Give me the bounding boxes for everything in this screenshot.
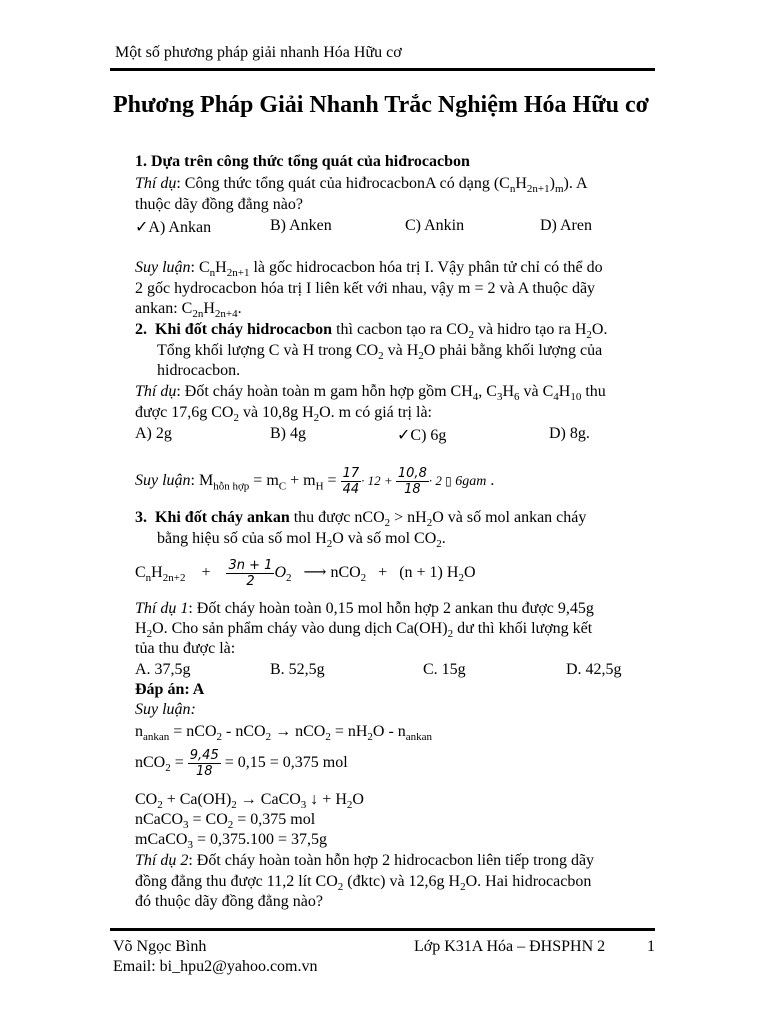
example-label: Thí dụ (135, 175, 177, 192)
fraction: $\frac{10,8}{18}$ (397, 466, 427, 497)
s3-answer: Đáp án: A (135, 681, 205, 698)
s2-option-c: ✓C) 6g (397, 427, 447, 444)
s2-line3: hidrocacbon. (157, 362, 241, 379)
footer-rule (110, 928, 655, 931)
s3-line2: bằng hiệu số của số mol $H_2O$ và số mol $CO_2$. (157, 530, 446, 551)
s2-example-line1: Thí dụ: Đốt cháy hoàn toàn m gam hỗn hợp gồm $CH_4$, $C_3H_6$ và $C_4H_{10}$ thu (135, 383, 606, 404)
s3-ex1-line2: $H_2O$. Cho sản phẩm cháy vào dung dịch $Ca(OH)_2$ dư thì khối lượng kết (135, 620, 593, 641)
s1-reason-line2: 2 gốc hydrocacbon hóa trị I liên kết với nhau, vậy m = 2 và A thuộc dãy (135, 280, 596, 297)
s3-ex1-line1: Thí dụ 1: Đốt cháy hoàn toàn 0,15 mol hỗn hợp 2 ankan thu được 9,45g (135, 600, 594, 617)
s1-example-line2: thuộc dãy đồng đẳng nào? (135, 196, 303, 213)
s3-reason-l4: nCaCO$_3$ = $CO_2 = 0,375$ mol (135, 811, 316, 832)
footer-page-number: 1 (647, 938, 655, 955)
s1-option-c: C) Ankin (405, 217, 465, 234)
s3-option-c: C. 15g (423, 661, 466, 678)
s2-line2: Tổng khối lượng C và H trong $CO_2$ và $H_2O$ phải bằng khối lượng của (157, 342, 603, 363)
s1-option-d: D) Aren (540, 217, 592, 234)
footer-class: Lớp K31A Hóa – ĐHSPHN 2 (414, 938, 606, 955)
s3-ex2-line1: Thí dụ 2: Đốt cháy hoàn toàn hỗn hợp 2 hidrocacbon liên tiếp trong dãy (135, 852, 595, 869)
s3-reason-l5: mCaCO$_3$ = 0,375.100 = 37,5g (135, 831, 327, 852)
s2-option-d: D) 8g. (549, 425, 590, 442)
s3-reason-l3: $CO_2 + Ca(OH)_2$ → CaCO$_3$ ↓ + $H_2O$ (135, 791, 364, 812)
running-header: Một số phương pháp giải nhanh Hóa Hữu cơ (115, 44, 402, 61)
reason-label: Suy luận (135, 259, 191, 276)
page-title: Phương Pháp Giải Nhanh Trắc Nghiệm Hóa Hữu cơ (113, 92, 649, 118)
s2-line1: 2. Khi đốt cháy hidrocacbon thì cacbon tạo ra $CO_2$ và hidro tạo ra $H_2O$. (135, 321, 608, 342)
s3-ex2-line2: đồng đẳng thu được 11,2 lít $CO_2$ (đktc) và 12,6g $H_2O$. Hai hidrocacbon (135, 873, 592, 894)
fraction: $\frac{9,45}{18}$ (189, 747, 219, 779)
fraction: $\frac{17}{44}$ (342, 466, 360, 497)
footer-email: Email: bi_hpu2@yahoo.com.vn (113, 958, 318, 975)
s3-combustion-equation: $C_nH_{2n+2}$ + $\frac{3n + 1}{2}$ $O_2$ ⟶ nCO$_2$ + (n + 1) $H_2O$ (135, 557, 476, 589)
footer-author: Võ Ngọc Bình (113, 938, 207, 955)
s3-option-b: B. 52,5g (270, 661, 325, 678)
s3-reason-label: Suy luận: (135, 701, 196, 718)
s3-option-a: A. 37,5g (135, 661, 191, 678)
s1-reason-line3: ankan: $C_{2n}H_{2n+4}$. (135, 300, 242, 321)
s2-example-line2: được 17,6g $CO_2$ và 10,8g $H_2O$. m có giá trị là: (135, 404, 432, 425)
s1-option-a: ✓A) Ankan (135, 219, 212, 236)
s3-ex1-line3: tủa thu được là: (135, 640, 236, 657)
s3-option-d: D. 42,5g (566, 661, 622, 678)
s1-example-line1: Thí dụ: Công thức tổng quát của hiđrocacbonA có dạng $(C_nH_{2n+1})_m$). A (135, 175, 588, 196)
s2-reason: Suy luận: $M_{hỗn hợp} = m_C + m_H$ = $\frac{17}{44}$ · 12 + $\frac{10,8}{18}$ · 2 ▯ 6gam . (135, 466, 495, 497)
s2-option-b: B) 4g (270, 425, 306, 442)
s1-reason-line1: Suy luận: $C_nH_{2n+1}$ là gốc hidrocacbon hóa trị I. Vậy phân tử chỉ có thể do (135, 259, 603, 280)
header-rule (110, 68, 655, 71)
fraction: $\frac{3n + 1}{2}$ (228, 557, 273, 589)
s1-option-b: B) Anken (270, 217, 332, 234)
s2-option-a: A) 2g (135, 425, 172, 442)
s3-reason-l1: $n_{ankan} = nCO_2 - nCO_2 \to nCO_2 = nH_2O - n_{ankan}$ (135, 723, 433, 744)
s3-reason-l2: nCO$_2$ = $\frac{9,45}{18}$ = 0,15 = 0,375 mol (135, 747, 348, 779)
s3-line1: 3. Khi đốt cháy ankan thu được $nCO_2 > nH_2O$ và số mol ankan cháy (135, 509, 587, 530)
s3-ex2-line3: đó thuộc dãy đồng đẳng nào? (135, 893, 323, 910)
section-1-heading: 1. Dựa trên công thức tổng quát của hiđrocacbon (135, 153, 470, 170)
